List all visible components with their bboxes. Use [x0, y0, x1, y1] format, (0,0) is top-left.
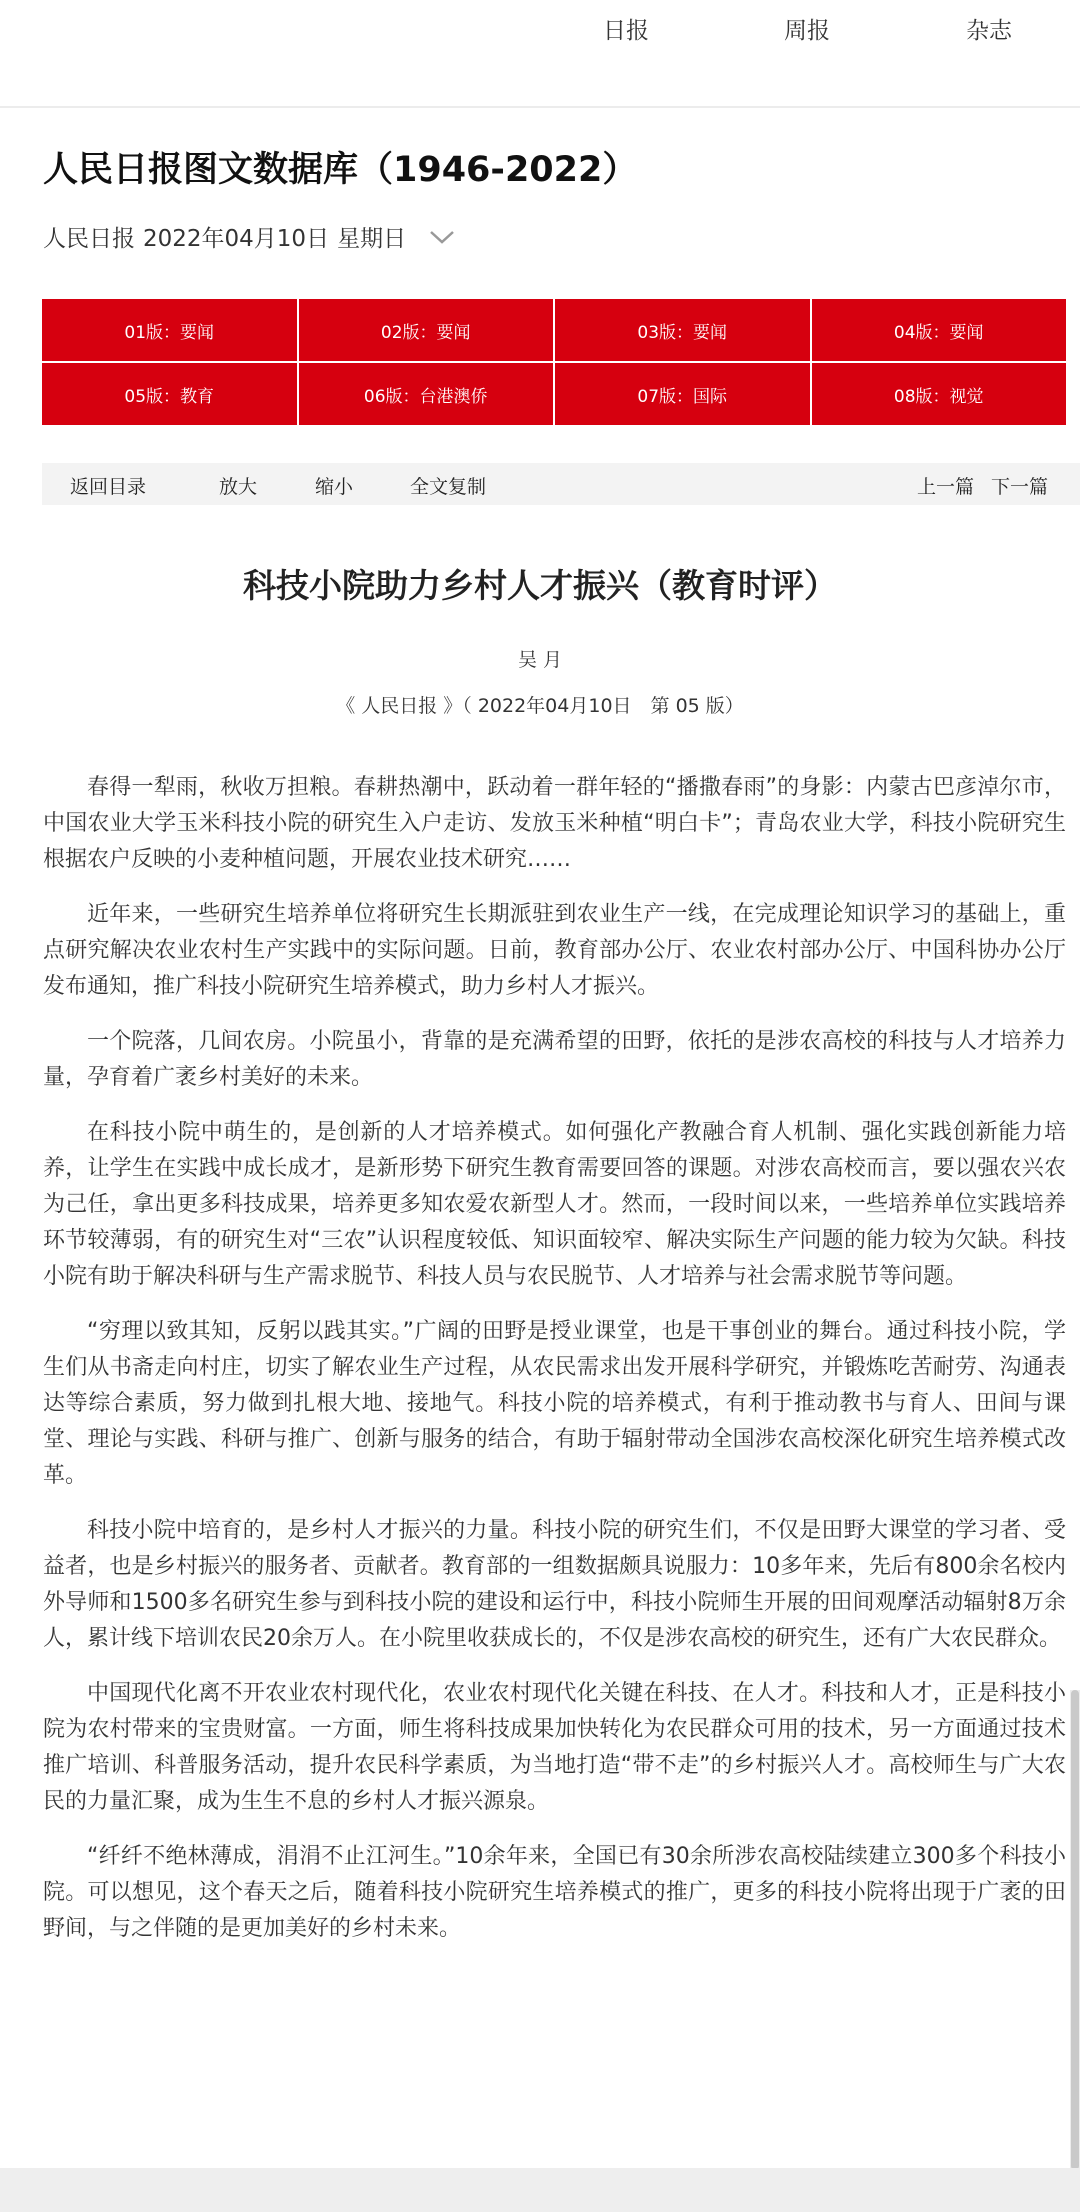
next-article-button[interactable]: 下一篇	[991, 476, 1049, 498]
article-paragraph: “纤纤不绝林薄成，涓涓不止江河生。”10余年来，全国已有30余所涉农高校陆续建立300多个科技小院。可以想见，这个春天之后，随着科技小院研究生培养模式的推广，更多的科技小院将出现于广袤的田野间，与之伴随的是更加美好的乡村未来。	[43, 1844, 1066, 1941]
chevron-down-icon[interactable]	[428, 228, 456, 246]
copy-full-text-button[interactable]: 全文复制	[410, 476, 487, 498]
section-02-button[interactable]: 02版：要闻	[299, 299, 554, 361]
article-paragraph: 在科技小院中萌生的，是创新的人才培养模式。如何强化产教融合育人机制、强化实践创新能力培养，让学生在实践中成长成才，是新形势下研究生教育需要回答的课题。对涉农高校而言，要以强农兴农为己任，拿出更多科技成果，培养更多知农爱农新型人才。然而，一段时间以来，一些培养单位实践培养环节较薄弱，有的研究生对“三农”认识程度较低、知识面较窄、解决实际生产问题的能力较为欠缺。科技小院有助于解决科研与生产需求脱节、科技人员与农民脱节、人才培养与社会需求脱节等问题。	[43, 1120, 1066, 1289]
issue-date: 2022年04月10日	[143, 226, 330, 252]
date-selector[interactable]	[43, 220, 456, 253]
section-grid	[42, 299, 1066, 425]
article-paragraph: 一个院落，几间农房。小院虽小，背靠的是充满希望的田野，依托的是涉农高校的科技与人才培养力量，孕育着广袤乡村美好的未来。	[43, 1029, 1066, 1090]
back-to-index-button[interactable]: 返回目录	[70, 476, 147, 498]
footer-band	[0, 2168, 1080, 2212]
article-body	[43, 770, 1066, 1966]
section-03-button[interactable]: 03版：要闻	[555, 299, 810, 361]
article-source: 《 人民日报 》（ 2022年04月10日 第 05 版）	[336, 695, 744, 717]
article-paragraph: 中国现代化离不开农业农村现代化，农业农村现代化关键在科技、在人才。科技和人才，正是科技小院为农村带来的宝贵财富。一方面，师生将科技成果加快转化为农民群众可用的技术，另一方面通过技术推广培训、科普服务活动，提升农民科学素质，为当地打造“带不走”的乡村振兴人才。高校师生与广大农民的力量汇聚，成为生生不息的乡村人才振兴源泉。	[43, 1681, 1066, 1814]
nav-weekly-link[interactable]: 周报	[784, 18, 830, 44]
article-title: 科技小院助力乡村人才振兴（教育时评）	[243, 566, 837, 605]
zoom-out-button[interactable]: 缩小	[315, 476, 354, 498]
article-paragraph: 春得一犁雨，秋收万担粮。春耕热潮中，跃动着一群年轻的“播撒春雨”的身影：内蒙古巴彦淖尔市，中国农业大学玉米科技小院的研究生入户走访、发放玉米种植“明白卡”；青岛农业大学，科技小院研究生根据农户反映的小麦种植问题，开展农业技术研究……	[43, 775, 1066, 872]
issue-weekday: 星期日	[337, 226, 407, 252]
section-08-button[interactable]: 08版：视觉	[812, 363, 1067, 425]
nav-daily-link[interactable]: 日报	[603, 18, 649, 44]
section-05-button[interactable]: 05版：教育	[42, 363, 297, 425]
paper-name: 人民日报	[43, 226, 135, 252]
scrollbar-thumb[interactable]	[1071, 1690, 1079, 2170]
top-navigation	[0, 0, 1080, 108]
article-paragraph: “穷理以致其知，反躬以践其实。”广阔的田野是授业课堂，也是干事创业的舞台。通过科技小院，学生们从书斋走向村庄，切实了解农业生产过程，从农民需求出发开展科学研究，并锻炼吃苦耐劳、沟通表达等综合素质，努力做到扎根大地、接地气。科技小院的培养模式，有利于推动教书与育人、田间与课堂、理论与实践、科研与推广、创新与服务的结合，有助于辐射带动全国涉农高校深化研究生培养模式改革。	[43, 1319, 1066, 1488]
zoom-in-button[interactable]: 放大	[219, 476, 258, 498]
article-toolbar	[42, 463, 1080, 505]
article-author: 吴 月	[517, 649, 563, 671]
database-title: 人民日报图文数据库（1946-2022）	[43, 150, 638, 190]
section-01-button[interactable]: 01版：要闻	[42, 299, 297, 361]
article-paragraph: 科技小院中培育的，是乡村人才振兴的力量。科技小院的研究生们，不仅是田野大课堂的学习者、受益者，也是乡村振兴的服务者、贡献者。教育部的一组数据颇具说服力：10多年来，先后有800余名校内外导师和1500多名研究生参与到科技小院的建设和运行中，科技小院师生开展的田间观摩活动辐射8万余人，累计线下培训农民20余万人。在小院里收获成长的，不仅是涉农高校的研究生，还有广大农民群众。	[43, 1518, 1066, 1651]
section-07-button[interactable]: 07版：国际	[555, 363, 810, 425]
previous-article-button[interactable]: 上一篇	[917, 476, 975, 498]
section-06-button[interactable]: 06版：台港澳侨	[299, 363, 554, 425]
nav-magazine-link[interactable]: 杂志	[966, 18, 1012, 44]
section-04-button[interactable]: 04版：要闻	[812, 299, 1067, 361]
article-paragraph: 近年来，一些研究生培养单位将研究生长期派驻到农业生产一线，在完成理论知识学习的基础上，重点研究解决农业农村生产实践中的实际问题。日前，教育部办公厅、农业农村部办公厅、中国科协办公厅发布通知，推广科技小院研究生培养模式，助力乡村人才振兴。	[43, 902, 1066, 999]
